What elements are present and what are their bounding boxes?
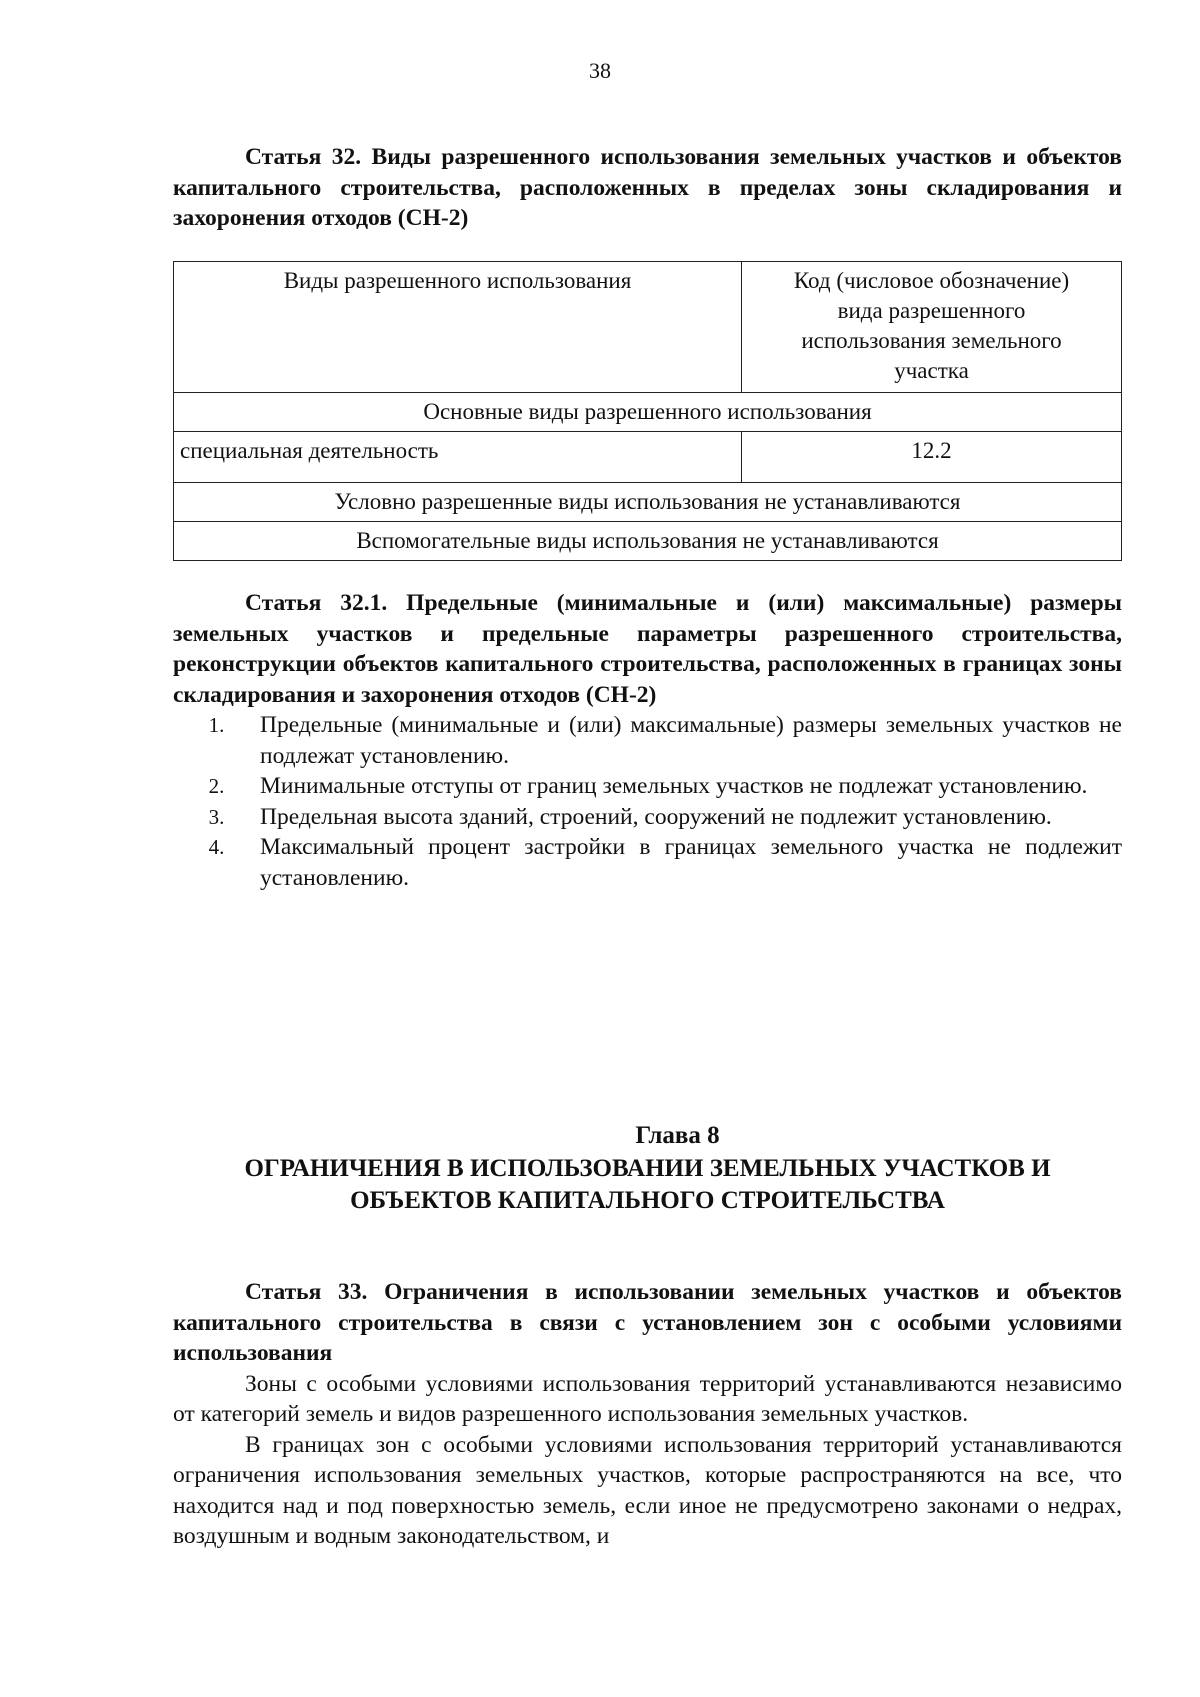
page-number: 38 <box>589 58 611 83</box>
article-32-1-section <box>173 588 1122 893</box>
list-item-text: Предельная высота зданий, строений, сооружений не подлежит установлению. <box>260 803 1052 830</box>
list-item-number: 4. <box>208 835 225 859</box>
table-section-row <box>174 522 1122 561</box>
list-item <box>173 832 1122 893</box>
table-section-auxiliary: Вспомогательные виды использования не устанавливаются <box>174 522 1122 561</box>
article-32-heading: Статья 32. Виды разрешенного использования земельных участков и объектов капитального строительства, расположенных в пределах зоны складирования и захоронения отходов (СН-2) <box>173 144 1122 231</box>
table-cell-use-code: 12.2 <box>742 432 1122 483</box>
list-item-number: 3. <box>208 804 225 829</box>
table-cell-use-name: специальная деятельность <box>174 432 742 483</box>
permitted-use-table <box>173 261 1122 561</box>
list-item <box>173 802 1122 833</box>
table-section-row <box>174 393 1122 432</box>
table-header-use-types: Виды разрешенного использования <box>174 262 742 393</box>
table-section-row <box>174 483 1122 522</box>
list-item-text: Максимальный процент застройки в границах земельного участка не подлежит установлению. <box>260 834 1122 891</box>
table-header-code: Код (числовое обозначение) вида разрешенного использования земельного участка <box>742 262 1122 393</box>
article-33-heading: Статья 33. Ограничения в использовании земельных участков и объектов капитального строительства в связи с установлением зон с особыми условиями использования <box>173 1279 1122 1366</box>
article-33-section <box>173 1277 1122 1552</box>
article-32-1-heading: Статья 32.1. Предельные (минимальные и (или) максимальные) размеры земельных участков и предельные параметры разрешенного строительства, реконструкции объектов капитального строительства, расположенных в границах зоны складирования и захоронения отходов (СН-2) <box>173 590 1122 708</box>
list-item-text: Минимальные отступы от границ земельных участков не подлежат установлению. <box>260 773 1088 799</box>
paragraph: В границах зон с особыми условиями использования территорий устанавливаются ограничения использования земельных участков, которые распространяются на все, что находится над и под поверхностью земель, если иное не предусмотрено законами о недрах, воздушным и водным законодательством, и <box>173 1431 1122 1549</box>
table-section-main: Основные виды разрешенного использования <box>174 393 1122 432</box>
list-item-text: Предельные (минимальные и (или) максимальные) размеры земельных участков не подлежат установлению. <box>260 712 1122 769</box>
list-item-number: 1. <box>208 713 225 737</box>
table-header-row <box>174 262 1122 393</box>
chapter-number: Глава 8 <box>635 1122 720 1149</box>
table-section-conditional: Условно разрешенные виды использования не устанавливаются <box>174 483 1122 522</box>
table-row <box>174 432 1122 483</box>
list-item-number: 2. <box>208 774 225 798</box>
list-item <box>173 771 1122 802</box>
list-item <box>173 710 1122 771</box>
chapter-title: ОГРАНИЧЕНИЯ В ИСПОЛЬЗОВАНИИ ЗЕМЕЛЬНЫХ УЧАСТКОВ И ОБЪЕКТОВ КАПИТАЛЬНОГО СТРОИТЕЛЬСТВА <box>244 1155 1051 1214</box>
paragraph: Зоны с особыми условиями использования территорий устанавливаются независимо от категорий земель и видов разрешенного использования земельных участков. <box>173 1370 1122 1427</box>
